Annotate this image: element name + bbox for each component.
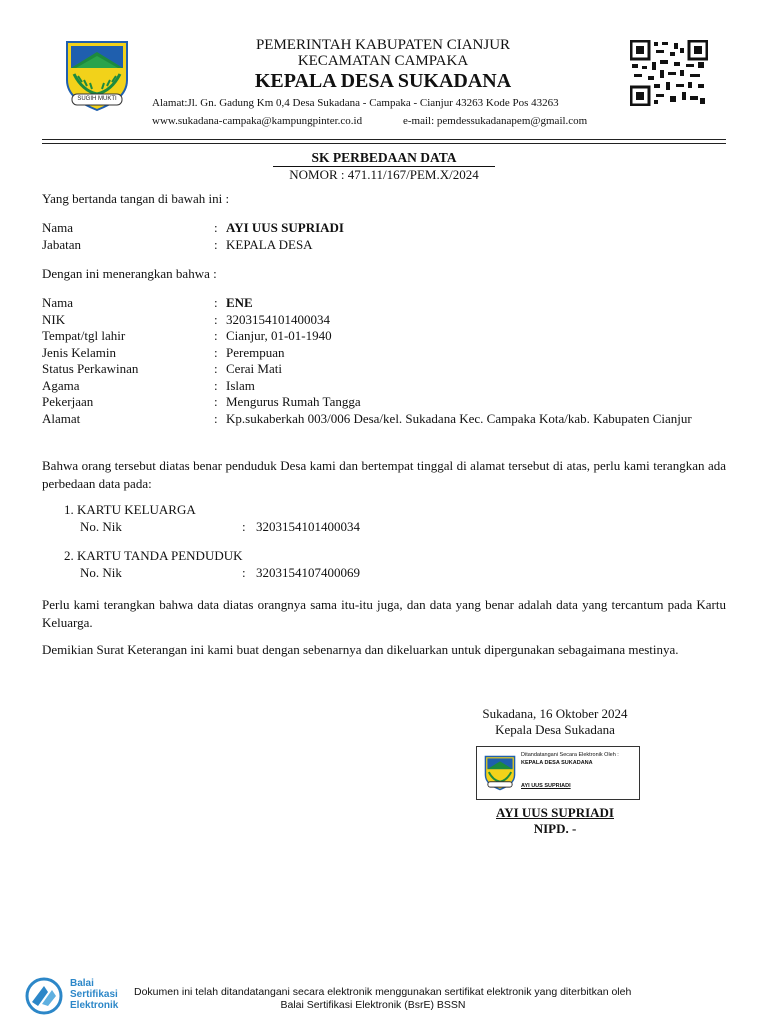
stamp-logo — [483, 753, 517, 793]
field-value: 3203154101400034 — [226, 311, 330, 327]
clarification-paragraph: Perlu kami terangkan bahwa data diatas orangnya sama itu-itu juga, dan data yang benar adalah data yang tercantum pada Kartu Keluarga. — [42, 597, 726, 630]
doc-item-ktp — [64, 548, 464, 582]
field-label: Nama — [42, 295, 74, 310]
doc-item-kk — [64, 502, 464, 536]
intro-text: Yang bertanda tangan di bawah ini : — [42, 191, 230, 206]
doc-nik-label: No. Nik — [80, 564, 122, 580]
signature-position: Kepala Desa Sukadana — [495, 722, 615, 737]
doc-title: 1. KARTU KELUARGA — [64, 502, 196, 517]
field-value: Mengurus Rumah Tangga — [226, 394, 361, 409]
signer-row: Nama : AYI UUS SUPRIADI — [42, 220, 726, 237]
header-website: www.sukadana-campaka@kampungpinter.co.id — [152, 115, 363, 127]
signature-place-date: Sukadana, 16 Oktober 2024 — [482, 706, 628, 721]
subject-row: Alamat : Kp.sukaberkah 003/006 Desa/kel. Sukadana Kec. Campaka Kota/kab. Kabupaten Cianjur — [42, 411, 726, 428]
field-value: Cerai Mati — [226, 361, 282, 376]
signer-table — [42, 220, 726, 253]
signer-row: Jabatan : KEPALA DESA — [42, 237, 726, 254]
subject-row: Pekerjaan : Mengurus Rumah Tangga — [42, 394, 726, 411]
field-label: Alamat — [42, 410, 81, 426]
footer-notice-line2: Balai Sertifikasi Elektronik (BsrE) BSSN — [280, 999, 466, 1011]
bsre-line1: Balai — [70, 978, 94, 989]
field-label: Tempat/tgl lahir — [42, 328, 126, 343]
field-label: Agama — [42, 377, 80, 393]
stamp-name: AYI UUS SUPRIADI — [521, 783, 571, 789]
field-value: Perempuan — [226, 344, 285, 360]
colon: : — [242, 518, 246, 534]
residency-paragraph: Bahwa orang tersebut diatas benar penduduk Desa kami dan bertempat tinggal di alamat tersebut di atas, perlu kami terangkan ada perbedaan data pada: — [42, 458, 726, 491]
doc-nik-value: 3203154107400069 — [256, 564, 360, 580]
footer-notice-line1: Dokumen ini telah ditandatangani secara elektronik menggunakan sertifikat elektronik yang diterbitkan oleh — [134, 986, 632, 998]
field-value: ENE — [226, 295, 253, 310]
subject-row: Tempat/tgl lahir : Cianjur, 01-01-1940 — [42, 328, 726, 345]
field-value: Cianjur, 01-01-1940 — [226, 328, 332, 343]
bsre-line3: Elektronik — [70, 1000, 119, 1011]
field-label: Jabatan — [42, 236, 81, 252]
field-value: Islam — [226, 377, 255, 393]
field-value: Kp.sukaberkah 003/006 Desa/kel. Sukadana Kec. Campaka Kota/kab. Kabupaten Cianjur — [226, 410, 692, 426]
field-label: NIK — [42, 311, 66, 327]
subject-table — [42, 295, 726, 427]
subject-row: Agama : Islam — [42, 378, 726, 395]
header-address: Alamat:Jl. Gn. Gadung Km 0,4 Desa Sukadana - Campaka - Cianjur 43263 Kode Pos 43263 — [152, 97, 559, 109]
bsre-line2: Sertifikasi — [70, 989, 118, 1000]
signatory-nip: NIPD. - — [533, 821, 577, 836]
subject-row: Status Perkawinan : Cerai Mati — [42, 361, 726, 378]
header-office: KEPALA DESA SUKADANA — [254, 70, 512, 92]
closing-paragraph: Demikian Surat Keterangan ini kami buat dengan sebenarnya dan dikeluarkan untuk dipergunakan sebagaimana mestinya. — [42, 642, 679, 657]
header-rule-thick — [42, 139, 726, 140]
colon: : — [242, 564, 246, 580]
qr-code — [630, 40, 708, 106]
header-government: PEMERINTAH KABUPATEN CIANJUR — [255, 37, 511, 53]
header-district: KECAMATAN CAMPAKA — [297, 53, 469, 69]
village-logo — [62, 38, 132, 114]
subject-row: Nama : ENE — [42, 295, 726, 312]
field-label: Nama — [42, 220, 74, 235]
document-title: SK PERBEDAAN DATA — [311, 150, 457, 165]
doc-nik-label: No. Nik — [80, 518, 122, 534]
subject-row: Jenis Kelamin : Perempuan — [42, 345, 726, 362]
doc-nik-value: 3203154101400034 — [256, 518, 360, 534]
electronic-signature-stamp — [476, 746, 640, 800]
logo-motto: SUGIH MUKTI — [77, 96, 117, 102]
field-label: Pekerjaan — [42, 394, 94, 409]
field-value: KEPALA DESA — [226, 236, 313, 252]
document-number: NOMOR : 471.11/167/PEM.X/2024 — [289, 167, 479, 182]
header-email: e-mail: pemdessukadanapem@gmail.com — [403, 115, 588, 127]
subject-row: NIK : 3203154101400034 — [42, 312, 726, 329]
statement-text: Dengan ini menerangkan bahwa : — [42, 266, 217, 281]
doc-title: 2. KARTU TANDA PENDUDUK — [64, 548, 243, 563]
field-label: Status Perkawinan — [42, 361, 139, 376]
field-value: AYI UUS SUPRIADI — [226, 220, 344, 235]
stamp-office: KEPALA DESA SUKADANA — [521, 760, 593, 766]
signatory-name: AYI UUS SUPRIADI — [496, 805, 614, 820]
stamp-caption: Ditandatangani Secara Elektronik Oleh : — [521, 752, 619, 758]
field-label: Jenis Kelamin — [42, 344, 117, 360]
bsre-logo — [24, 976, 134, 1016]
header-rule-thin — [42, 143, 726, 144]
